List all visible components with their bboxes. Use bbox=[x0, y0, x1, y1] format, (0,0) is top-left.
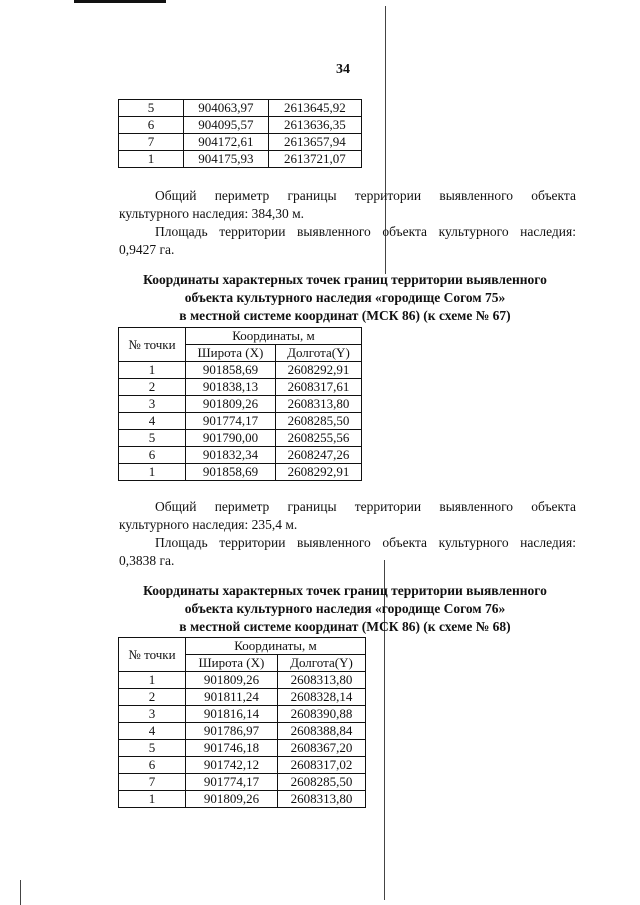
perimeter-paragraph bbox=[119, 498, 576, 534]
point-number: 7 bbox=[119, 774, 186, 791]
longitude-value: 2608255,56 bbox=[275, 430, 361, 447]
point-number: 1 bbox=[119, 464, 186, 481]
longitude-value: 2608313,80 bbox=[275, 396, 361, 413]
latitude-value: 901858,69 bbox=[186, 362, 276, 379]
longitude-value: 2608390,88 bbox=[277, 706, 365, 723]
longitude-value: 2613645,92 bbox=[268, 100, 361, 117]
point-number: 6 bbox=[119, 117, 184, 134]
longitude-value: 2608285,50 bbox=[275, 413, 361, 430]
point-number: 1 bbox=[119, 151, 184, 168]
latitude-value: 901858,69 bbox=[186, 464, 276, 481]
table-row bbox=[119, 362, 362, 379]
coordinates-table-continued bbox=[118, 99, 362, 168]
section-heading bbox=[110, 271, 580, 325]
latitude-value: 901809,26 bbox=[186, 672, 278, 689]
column-header-longitude: Долгота(Y) bbox=[277, 655, 365, 672]
latitude-value: 904095,57 bbox=[184, 117, 269, 134]
latitude-value: 901790,00 bbox=[186, 430, 276, 447]
latitude-value: 901832,34 bbox=[186, 447, 276, 464]
longitude-value: 2608317,61 bbox=[275, 379, 361, 396]
point-number: 2 bbox=[119, 379, 186, 396]
perimeter-text-line: Общий периметр границы территории выявленного объекта bbox=[155, 499, 576, 514]
longitude-value: 2608313,80 bbox=[277, 791, 365, 808]
heading-line: Координаты характерных точек границ территории выявленного bbox=[143, 272, 547, 287]
longitude-value: 2608328,14 bbox=[277, 689, 365, 706]
heading-line: в местной системе координат (МСК 86) (к схеме № 68) bbox=[179, 619, 511, 634]
longitude-value: 2608292,91 bbox=[275, 362, 361, 379]
point-number: 1 bbox=[119, 362, 186, 379]
latitude-value: 901742,12 bbox=[186, 757, 278, 774]
page-number: 34 bbox=[336, 62, 350, 77]
latitude-value: 904063,97 bbox=[184, 100, 269, 117]
area-paragraph bbox=[119, 223, 576, 259]
table-row bbox=[119, 757, 366, 774]
latitude-value: 901786,97 bbox=[186, 723, 278, 740]
table-row bbox=[119, 706, 366, 723]
table-row bbox=[119, 774, 366, 791]
table-row bbox=[119, 791, 366, 808]
scan-top-mark bbox=[74, 0, 166, 3]
column-header-latitude: Широта (X) bbox=[186, 345, 276, 362]
area-text-line: Площадь территории выявленного объекта культурного наследия: bbox=[155, 535, 576, 550]
column-header-latitude: Широта (X) bbox=[186, 655, 278, 672]
table-row bbox=[119, 740, 366, 757]
column-header-coordinates: Координаты, м bbox=[186, 638, 366, 655]
latitude-value: 901838,13 bbox=[186, 379, 276, 396]
longitude-value: 2608317,02 bbox=[277, 757, 365, 774]
table-row bbox=[119, 151, 362, 168]
heading-line: объекта культурного наследия «городище Согом 76» bbox=[184, 601, 506, 616]
point-number: 5 bbox=[119, 100, 184, 117]
heading-line: Координаты характерных точек границ территории выявленного bbox=[143, 583, 547, 598]
column-header-point: № точки bbox=[119, 638, 186, 672]
table-row bbox=[119, 413, 362, 430]
longitude-value: 2608247,26 bbox=[275, 447, 361, 464]
table-row bbox=[119, 117, 362, 134]
table-row bbox=[119, 379, 362, 396]
column-header-point: № точки bbox=[119, 328, 186, 362]
table-row bbox=[119, 100, 362, 117]
point-number: 7 bbox=[119, 134, 184, 151]
perimeter-text-line: культурного наследия: 384,30 м. bbox=[119, 206, 305, 221]
longitude-value: 2613636,35 bbox=[268, 117, 361, 134]
latitude-value: 904172,61 bbox=[184, 134, 269, 151]
table-row bbox=[119, 723, 366, 740]
table-row bbox=[119, 430, 362, 447]
coordinates-table bbox=[118, 637, 366, 808]
heading-line: объекта культурного наследия «городище Согом 75» bbox=[184, 290, 506, 305]
table-row bbox=[119, 689, 366, 706]
point-number: 4 bbox=[119, 413, 186, 430]
longitude-value: 2613721,07 bbox=[268, 151, 361, 168]
point-number: 5 bbox=[119, 740, 186, 757]
table-row bbox=[119, 464, 362, 481]
point-number: 6 bbox=[119, 757, 186, 774]
point-number: 1 bbox=[119, 672, 186, 689]
table-row bbox=[119, 396, 362, 413]
latitude-value: 901746,18 bbox=[186, 740, 278, 757]
table-row bbox=[119, 447, 362, 464]
latitude-value: 901809,26 bbox=[186, 396, 276, 413]
latitude-value: 901816,14 bbox=[186, 706, 278, 723]
column-header-longitude: Долгота(Y) bbox=[275, 345, 361, 362]
section-heading bbox=[110, 582, 580, 636]
area-text-line: Площадь территории выявленного объекта культурного наследия: bbox=[155, 224, 576, 239]
area-paragraph bbox=[119, 534, 576, 570]
scan-left-edge bbox=[20, 880, 21, 905]
longitude-value: 2608285,50 bbox=[277, 774, 365, 791]
longitude-value: 2608313,80 bbox=[277, 672, 365, 689]
area-text-line: 0,3838 га. bbox=[119, 553, 175, 568]
point-number: 3 bbox=[119, 706, 186, 723]
perimeter-text-line: культурного наследия: 235,4 м. bbox=[119, 517, 298, 532]
heading-line: в местной системе координат (МСК 86) (к схеме № 67) bbox=[179, 308, 511, 323]
longitude-value: 2608367,20 bbox=[277, 740, 365, 757]
latitude-value: 901774,17 bbox=[186, 774, 278, 791]
point-number: 1 bbox=[119, 791, 186, 808]
longitude-value: 2608388,84 bbox=[277, 723, 365, 740]
longitude-value: 2613657,94 bbox=[268, 134, 361, 151]
latitude-value: 901811,24 bbox=[186, 689, 278, 706]
latitude-value: 901774,17 bbox=[186, 413, 276, 430]
point-number: 3 bbox=[119, 396, 186, 413]
area-text-line: 0,9427 га. bbox=[119, 242, 175, 257]
latitude-value: 904175,93 bbox=[184, 151, 269, 168]
column-header-coordinates: Координаты, м bbox=[186, 328, 362, 345]
point-number: 2 bbox=[119, 689, 186, 706]
table-row bbox=[119, 134, 362, 151]
coordinates-table bbox=[118, 327, 362, 481]
point-number: 4 bbox=[119, 723, 186, 740]
point-number: 6 bbox=[119, 447, 186, 464]
point-number: 5 bbox=[119, 430, 186, 447]
table-row bbox=[119, 672, 366, 689]
longitude-value: 2608292,91 bbox=[275, 464, 361, 481]
latitude-value: 901809,26 bbox=[186, 791, 278, 808]
perimeter-text-line: Общий периметр границы территории выявленного объекта bbox=[155, 188, 576, 203]
perimeter-paragraph bbox=[119, 187, 576, 223]
